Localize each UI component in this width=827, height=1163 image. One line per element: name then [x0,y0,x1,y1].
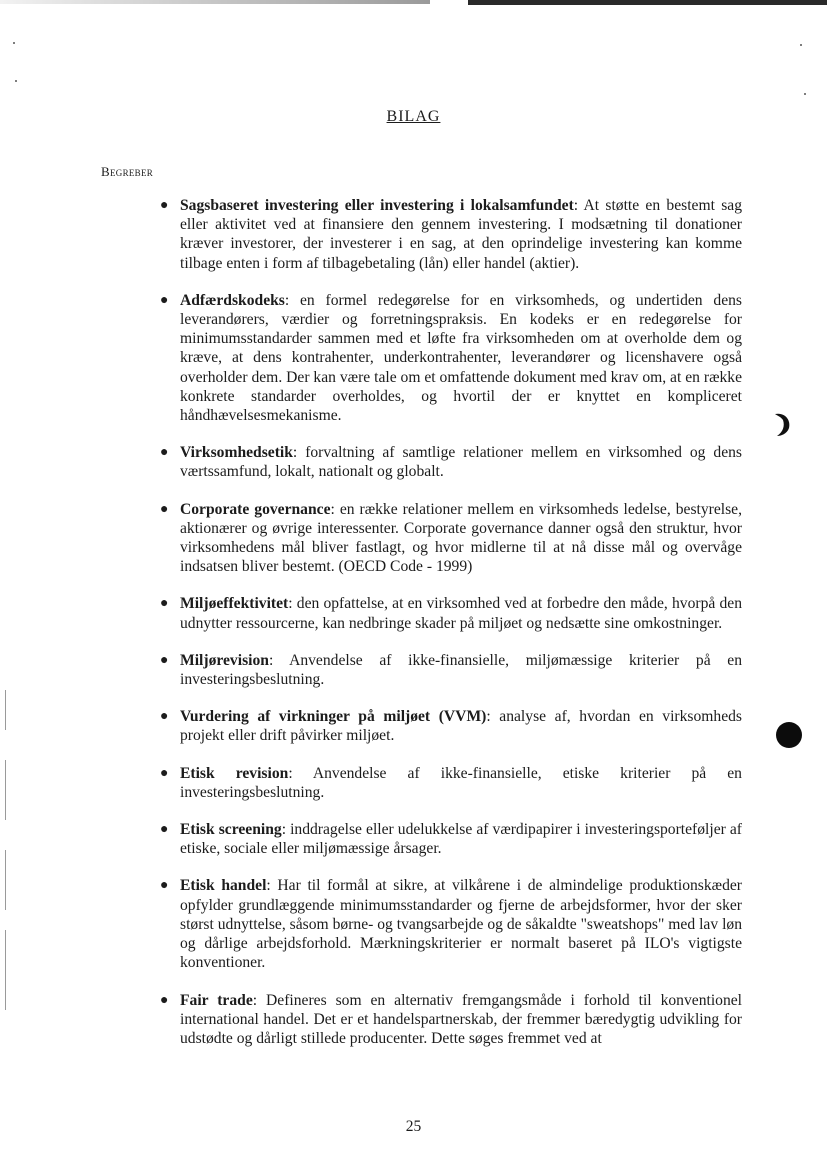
scan-edge-border [468,0,827,5]
term-definition: : analyse af, hvordan en virksomheds projekt eller drift påvirker miljøet. [180,708,742,745]
punch-hole-icon [776,722,802,748]
term-item [160,291,742,425]
bullet-icon: ● [160,709,169,725]
scan-speck [13,42,15,44]
punch-mark-icon [771,410,793,438]
term-name: Vurdering af virkninger på miljøet (VVM) [180,708,487,726]
scan-speck [800,44,802,46]
term-item [160,820,742,858]
section-heading: Begreber [101,164,154,179]
term-definition: : forvaltning af samtlige relationer mellem en virksomhed og dens værtssamfund, lokalt, nationalt og globalt. [180,444,742,481]
term-name: Etisk revision [180,764,289,782]
page-title: BILAG [386,108,441,125]
term-name: Etisk screening [180,821,282,839]
term-definition: : en række relationer mellem en virksomheds ledelse, bestyrelse, aktionærer og øvrige interessenter. Corporate governance danner også den struktur, hvor virksomhedens mål bliver fastlagt, og hvor midlerne til at nå disse mål og overvåge indsatsen bliver bestemt. (OECD Code - 1999) [180,500,742,576]
term-item [160,764,742,802]
term-item [160,443,742,481]
term-item [160,707,742,745]
bullet-icon: ● [160,652,169,668]
bullet-icon: ● [160,765,169,781]
scan-speck [15,80,17,82]
term-definition: : Anvendelse af ikke-finansielle, miljømæssige kriterier på en investeringsbeslutning. [180,651,742,689]
term-item [160,500,742,577]
bullet-icon: ● [160,445,169,461]
term-definition: : Har til formål at sikre, at vilkårene i de almindelige produktionskæder opfylder grundlæggende minimumsstandarder og fjerne de arbejdsformer, hvor der sker størst udnyttelse, såsom børne- og tvangsarbejde og de såkaldte "sweatshops" med lav løn og dårlige arbejdsforhold. Mærkningskriterier er normalt baseret på ILO's vigtigste konventioner. [180,877,742,972]
term-definition: : en formel redegørelse for en virksomheds, og undertiden dens leverandørers, værdier og forretningspraksis. En kodeks er en redegørelse for minimumsstandarder sammen med et løfte fra virksomheden om at overholde dem og kræve, at dens kontrahenter, underkontrahenter, leverandører og licenshavere også overholder dem. Der kan være tale om et omfattende dokument med krav om, at en række konkrete standarder overholdes, og hvortil der er knyttet en kompliceret håndhævelsesmekanisme. [180,291,742,425]
term-definition: : Anvendelse af ikke-finansielle, etiske kriterier på en investeringsbeslutning. [180,764,742,801]
term-list [160,196,742,1066]
bullet-icon: ● [160,501,169,517]
term-name: Miljøeffektivitet [180,595,289,613]
term-definition: : den opfattelse, at en virksomhed ved at forbedre den måde, hvorpå den udnytter ressourcerne, kan nedbringe skader på miljøet og nedsætte sine omkostninger. [180,595,742,632]
scan-margin-line [5,690,6,730]
scan-margin-line [5,760,6,820]
term-name: Fair trade [180,991,253,1009]
term-definition: : inddragelse eller udelukkelse af værdipapirer i investeringsporteføljer af etiske, sociale eller miljømæssige årsager. [180,821,743,858]
bullet-icon: ● [160,596,169,612]
term-name: Miljørevision [180,651,269,669]
page-number: 25 [405,1118,422,1135]
term-item [160,196,742,273]
term-item [160,594,742,632]
scan-margin-line [5,850,6,910]
scan-margin-line [5,930,6,1010]
term-name: Sagsbaseret investering eller investering i lokalsamfundet [180,197,574,214]
term-definition: : Defineres som en alternativ fremgangsmåde i forhold til konventionel international handel. Det er et handelspartnerskab, der fremmer bæredygtig udvikling for udstødte og dårligt stillede producenter. Dette søges fremmet ved at [180,991,743,1047]
bullet-icon: ● [160,198,169,213]
bullet-icon: ● [160,822,169,838]
term-name: Corporate governance [180,500,331,518]
term-item [160,991,742,1049]
bullet-icon: ● [160,992,169,1008]
term-name: Virksomhedsetik [180,444,293,462]
term-item [160,876,742,972]
term-name: Adfærdskodeks [180,291,285,309]
bullet-icon: ● [160,878,169,894]
term-name: Etisk handel [180,877,267,895]
term-definition: : At støtte en bestemt sag eller aktivitet ved at finansiere den gennem investering. I modsætning til donationer kræver investorer, der investerer i en sag, at den oprindelige investering kan komme tilbage enten i form af tilbagebetaling (lån) eller handel (aktier). [180,197,742,272]
scan-edge-shadow [0,0,430,4]
term-item [160,651,742,689]
scan-speck [804,93,806,95]
bullet-icon: ● [160,292,169,308]
